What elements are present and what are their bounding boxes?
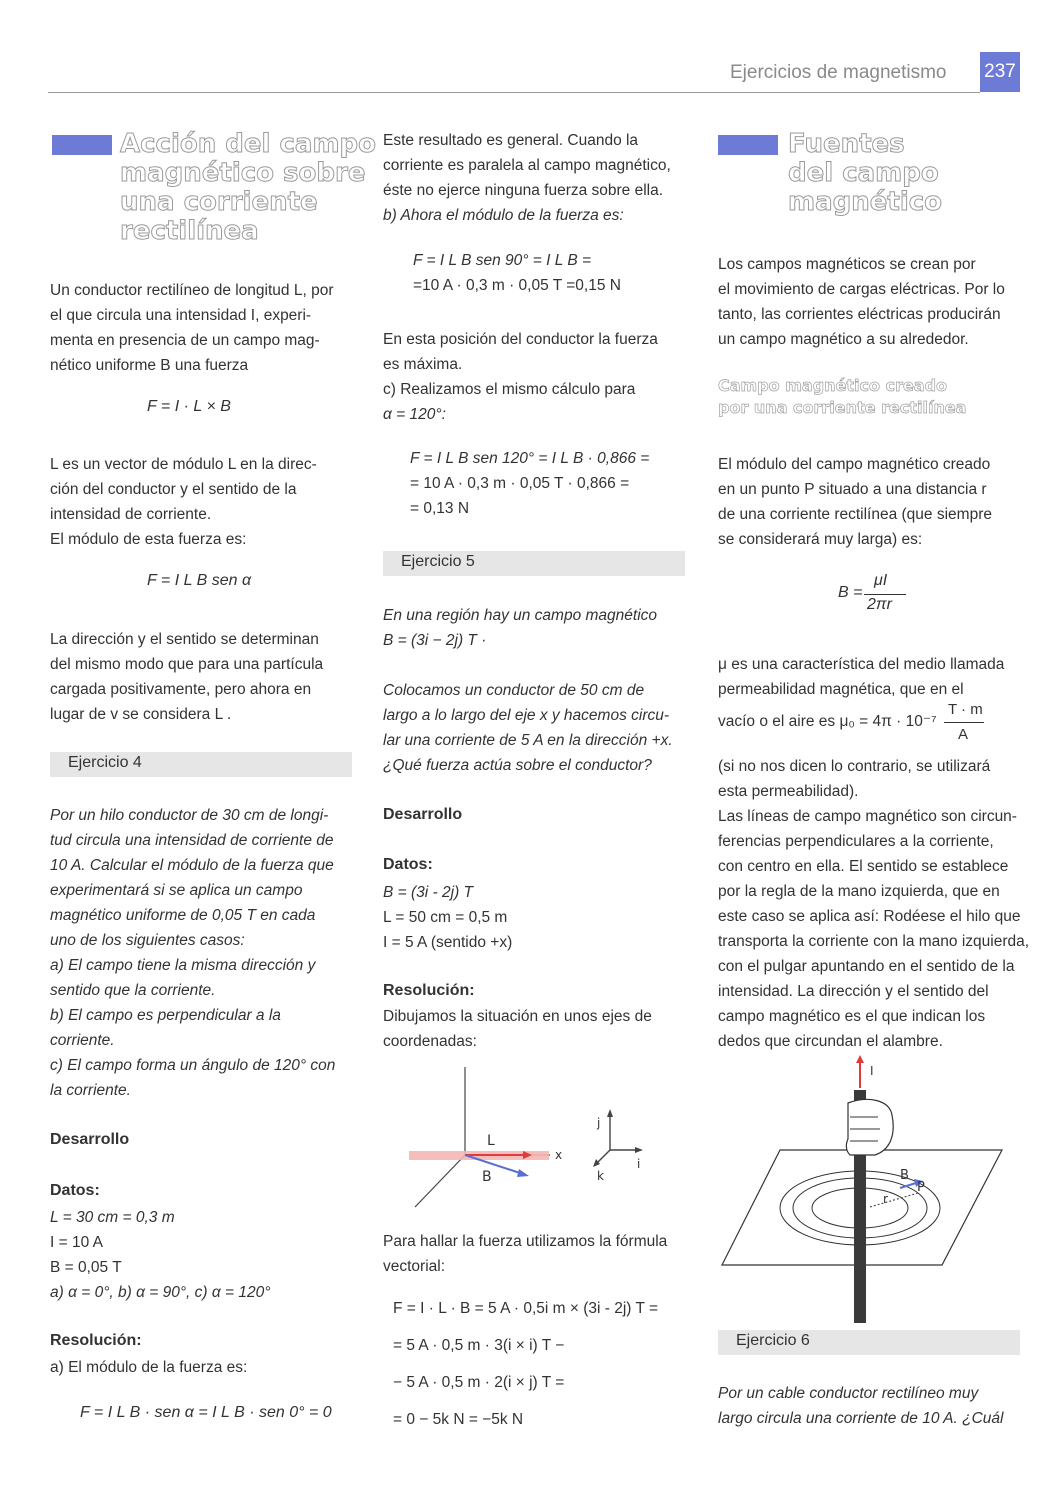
resolucion-heading-2: Resolución: — [383, 982, 475, 999]
exercise-5-statement: En una región hay un campo magnético B = (3i − 2j) T · — [383, 607, 658, 649]
label-I: I — [870, 1064, 874, 1078]
formula-field: B = μI 2πr — [838, 572, 918, 620]
field-module-text: El módulo del campo magnético creado en un punto P situado a una distancia r de una corriente rectilínea (que siempre se considerará muy larga) es: — [718, 456, 992, 548]
permeability-text: μ es una característica del medio llamada permeabilidad magnética, que en el — [718, 656, 1005, 698]
unit-numerator: T · m — [948, 701, 983, 718]
fuentes-intro: Los campos magnéticos se crean por el movimiento de cargas eléctricas. Por lo tanto, las corrientes eléctricas producirán un campo magnético a su alrededor. — [718, 256, 1005, 348]
unit-k-arrow — [598, 1150, 610, 1162]
datos-list-2: B = (3i - 2j) T L = 50 cm = 0,5 m I = 5 A (sentido +x) — [383, 884, 513, 951]
unit-denominator: A — [958, 726, 969, 743]
axes-diagram — [395, 1065, 680, 1215]
vectorial-intro: Para hallar la fuerza utilizamos la fórmula vectorial: — [383, 1233, 668, 1275]
axis-y — [415, 1155, 465, 1207]
exercise-4-statement: Por un hilo conductor de 30 cm de longi- tud circula una intensidad de corriente de 10 A. Calcular el módulo de la fuerza que experimentará si se aplica un campo magnético uniforme de 0,05 T en cada uno de los siguientes casos: a) El campo tiene la misma dirección y sentido que la corriente. b) El campo es perpendicular a la corriente. c) El campo forma un ángulo de 120° con la corriente. — [50, 807, 336, 1099]
label-j: j — [597, 1116, 601, 1130]
exercise-6-bar: Ejercicio 6 — [718, 1330, 1020, 1355]
formula-case-b: F = I L B sen 90° = I L B = =10 A · 0,3 m · 0,05 T =0,15 N — [413, 252, 621, 294]
label-k: k — [597, 1169, 604, 1183]
header-rule — [48, 92, 980, 93]
unit-fraction-bar — [944, 722, 984, 723]
datos-heading-2: Datos: — [383, 856, 433, 873]
exercise-6-statement: Por un cable conductor rectilíneo muy largo circula una corriente de 10 A. ¿Cuál — [718, 1385, 1004, 1427]
label-x: x — [555, 1148, 563, 1162]
vector-description: L es un vector de módulo L en la direc- ción del conductor y el sentido de la intensidad de corriente. El módulo de esta fuerza es: — [50, 456, 317, 548]
field-lines-text: (si no nos dicen lo contrario, se utilizará esta permeabilidad). Las líneas de campo magnético son circun- ferencias perpendiculares a la corriente, con centro en ella. El sentido se establece por la regla de la mano izquierda, que en este caso se aplica así: Rodéese el hilo que transporta la corriente con la mano izquierda, con el pulgar apuntando en el sentido de la intensidad. La dirección y el sentido del campo magnético es el que indican los dedos que circundan el alambre. — [718, 758, 1030, 1050]
label-P: P — [917, 1180, 925, 1195]
label-L: L — [487, 1133, 495, 1149]
resolucion-text-2: Dibujamos la situación en unos ejes de coordenadas: — [383, 1008, 652, 1050]
resolucion-line: a) El módulo de la fuerza es: — [50, 1359, 248, 1376]
max-position: En esta posición del conductor la fuerza es máxima. c) Realizamos el mismo cálculo para α = 120°: — [383, 331, 658, 423]
formula-lorentz: F = I · L × B — [147, 398, 231, 415]
hand — [846, 1099, 893, 1155]
desarrollo-heading: Desarrollo — [50, 1131, 130, 1148]
label-B-field: B — [900, 1168, 909, 1183]
general-result: Este resultado es general. Cuando la corriente es paralela al campo magnético, éste no ejerce ninguna fuerza sobre ella. b) Ahora el módulo de la fuerza es: — [383, 132, 671, 224]
section-marker-2 — [718, 135, 778, 155]
direction-paragraph: La dirección y el sentido se determinan del mismo modo que para una partícula cargada positivamente, pero ahora en lugar de v se considera L . — [50, 631, 324, 723]
page-number: 237 — [980, 52, 1020, 92]
formula-force-module: F = I L B sen α — [147, 572, 252, 589]
exercise-4-bar: Ejercicio 4 — [50, 752, 352, 777]
section-title-accion: Acción del campo magnético sobre una corriente rectilínea — [120, 129, 377, 246]
exercise-5-question: Colocamos un conductor de 50 cm de largo a lo largo del eje x y hacemos circu- lar una corriente de 5 A en la dirección +x. ¿Qué fuerza actúa sobre el conductor? — [383, 682, 673, 774]
left-hand-rule-figure — [720, 1055, 1020, 1325]
section-title-fuentes: Fuentes del campo magnético — [788, 129, 943, 217]
datos-list: L = 30 cm = 0,3 m I = 10 A B = 0,05 T a) α = 0°, b) α = 90°, c) α = 120° — [50, 1209, 271, 1301]
desarrollo-heading-2: Desarrollo — [383, 806, 463, 823]
formula-case-c: F = I L B sen 120° = I L B · 0,866 = = 10 A · 0,3 m · 0,05 T · 0,866 = = 0,13 N — [410, 450, 650, 517]
vacuum-permeability: vacío o el aire es μ₀ = 4π · 10⁻⁷ — [718, 713, 937, 730]
resolucion-heading: Resolución: — [50, 1332, 142, 1349]
label-i: i — [637, 1157, 641, 1171]
formula-case-a: F = I L B · sen α = I L B · sen 0° = 0 — [80, 1404, 332, 1421]
subsection-title: Campo magnético creado por una corriente rectilínea — [718, 376, 967, 417]
intro-paragraph: Un conductor rectilíneo de longitud L, por el que circula una intensidad I, experi- menta en presencia de un campo mag- nético uniforme B una fuerza — [50, 282, 334, 374]
label-r: r — [883, 1192, 888, 1206]
running-header: Ejercicios de magnetismo — [730, 62, 947, 83]
section-marker — [52, 135, 112, 155]
datos-heading: Datos: — [50, 1182, 100, 1199]
label-B: B — [482, 1169, 492, 1185]
vectorial-calculation: F = I · L · B = 5 A · 0,5i m × (3i - 2j) T = = 5 A · 0,5 m · 3(i × i) T − − 5 A · 0,5 m · 2(i × j) T = = 0 − 5k N = −5k N — [393, 1300, 659, 1428]
exercise-5-bar: Ejercicio 5 — [383, 551, 685, 576]
